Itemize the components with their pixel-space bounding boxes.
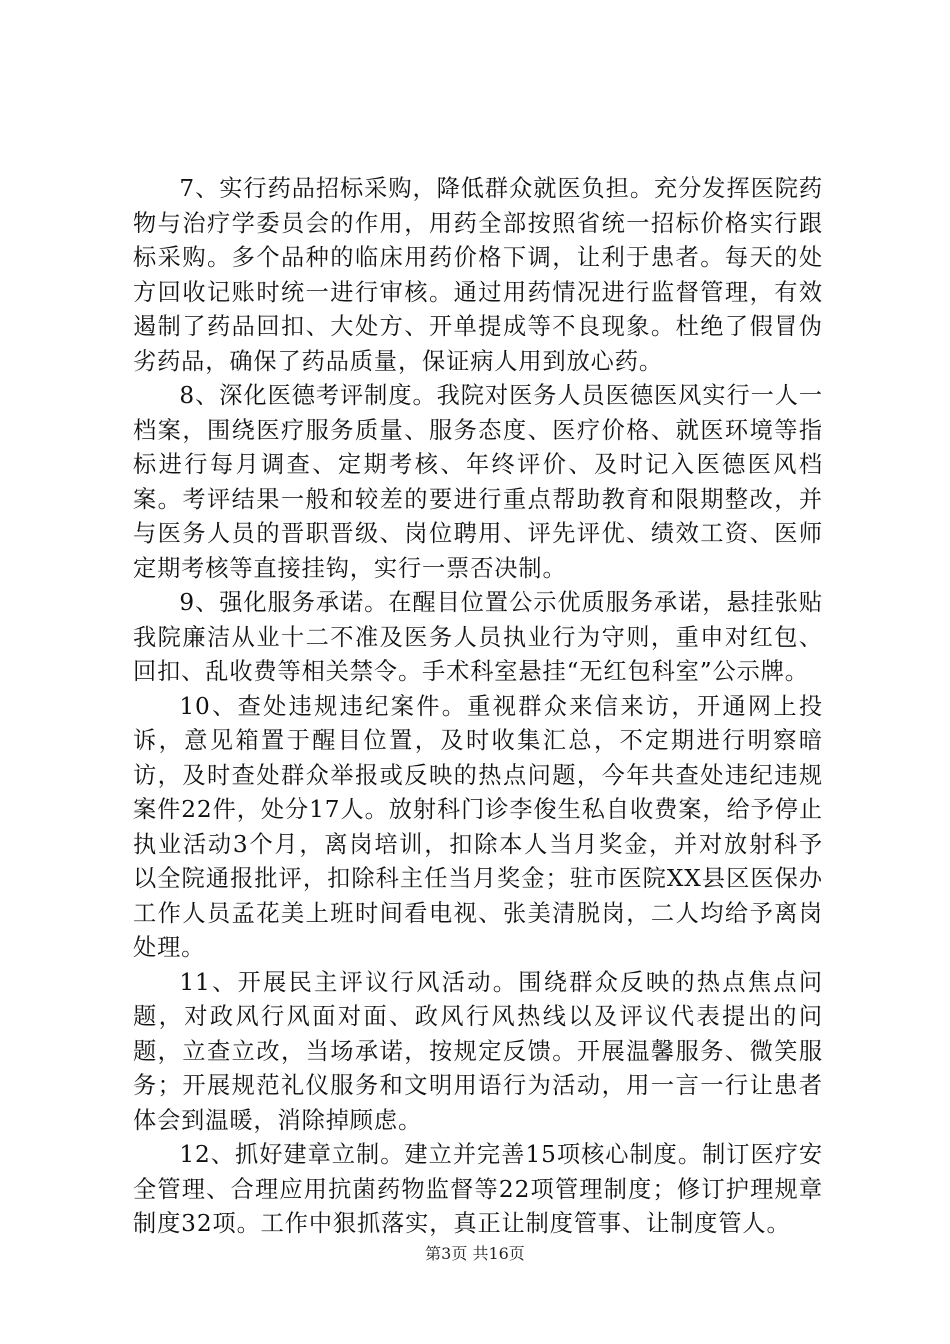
paragraph-item-11: 11、开展民主评议行风活动。围绕群众反映的热点焦点问题，对政风行风面对面、政风行风热线以及评议代表提出的问题，立查立改，当场承诺，按规定反馈。开展温馨服务、微笑服务；开展规范礼仪服务和文明用语行为活动，用一言一行让患者体会到温暖，消除掉顾虑。 [133, 968, 823, 1134]
page-footer: 第3页 共16页 [425, 1244, 525, 1263]
paragraph-item-7: 7、实行药品招标采购，降低群众就医负担。充分发挥医院药物与治疗学委员会的作用，用药全部按照省统一招标价格实行跟标采购。多个品种的临床用药价格下调，让利于患者。每天的处方回收记账时统一进行审核。通过用药情况进行监督管理，有效遏制了药品回扣、大处方、开单提成等不良现象。杜绝了假冒伪劣药品，确保了药品质量，保证病人用到放心药。 [133, 175, 823, 375]
document-body [133, 172, 823, 1242]
paragraph-item-12: 12、抓好建章立制。建立并完善15项核心制度。制订医疗安全管理、合理应用抗菌药物监督等22项管理制度；修订护理规章制度32项。工作中狠抓落实，真正让制度管事、让制度管人。 [133, 1141, 823, 1237]
paragraph-item-8: 8、深化医德考评制度。我院对医务人员医德医风实行一人一档案，围绕医疗服务质量、服务态度、医疗价格、就医环境等指标进行每月调查、定期考核、年终评价、及时记入医德医风档案。考评结果一般和较差的要进行重点帮助教育和限期整改，并与医务人员的晋职晋级、岗位聘用、评先评优、绩效工资、医师定期考核等直接挂钩，实行一票否决制。 [133, 382, 823, 582]
paragraph-item-9: 9、强化服务承诺。在醒目位置公示优质服务承诺，悬挂张贴我院廉洁从业十二不准及医务人员执业行为守则，重申对红包、回扣、乱收费等相关禁令。手术科室悬挂“无红包科室”公示牌。 [133, 589, 823, 685]
paragraph-item-10: 10、查处违规违纪案件。重视群众来信来访，开通网上投诉，意见箱置于醒目位置，及时收集汇总，不定期进行明察暗访，及时查处群众举报或反映的热点问题，今年共查处违纪违规案件22件，处分17人。放射科门诊李俊生私自收费案，给予停止执业活动3个月，离岗培训，扣除本人当月奖金，并对放射科予以全院通报批评，扣除科主任当月奖金；驻市医院XX县区医保办工作人员孟花美上班时间看电视、张美清脱岗，二人均给予离岗处理。 [133, 692, 823, 961]
